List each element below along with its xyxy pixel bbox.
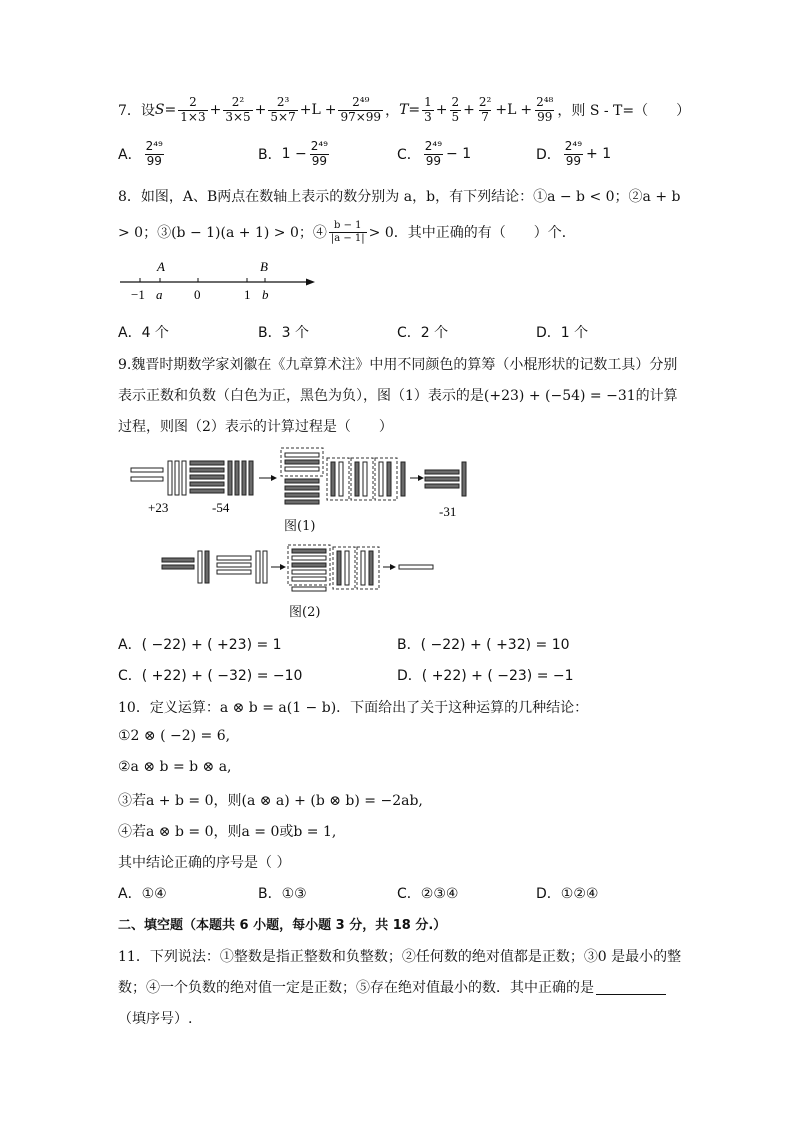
tick-label-1: 1 [244,287,251,302]
dashed-box-pair-1 [333,547,355,589]
q7-option-d[interactable] [536,140,611,169]
plus-sign: + [520,102,533,119]
q11-line-3: （填序号）. [118,1011,193,1027]
q9-line-3: 过程，则图（2）表示的计算过程是（ ） [118,419,393,435]
figure-1-caption: 图(1) [284,519,316,534]
rods-minus-31 [425,462,466,496]
rods-middle-stack [285,453,319,504]
q8-line-2-tail: > 0．其中正确的有（ ）个． [368,225,576,241]
q7-stem [118,96,690,125]
rods-plus-23 [131,461,186,495]
q8-option-a[interactable]: A．4 个 [118,325,169,341]
q9-option-b[interactable]: B．( −22) + ( +32) = 10 [397,637,570,653]
point-a-label: A [157,259,165,274]
number-line-figure [110,254,330,306]
q10-item-1: ①2 ⊗ ( −2) = 6, [118,728,231,744]
q10-option-d[interactable]: D．①②④ [536,886,599,902]
q8-line-2 [118,220,576,244]
q9-option-c[interactable]: C．( +22) + ( −32) = −10 [118,668,303,684]
counting-rods-figure-2 [156,540,446,598]
option-fraction: $\frac{\text{2⁴⁹}}{99}$ [564,139,583,168]
q9-line-1: 9.魏晋时期数学家刘徽在《九章算术注》中用不同颜色的算筹（小棍形状的记数工具）分别 [118,357,678,373]
option-suffix: − 1 [446,146,472,163]
rod-result [399,565,433,569]
q10-item-4: ④若a ⊗ b = 0，则a = 0或b = 1, [118,824,337,840]
q11-line-1: 11．下列说法：①整数是指正整数和负整数；②任何数的绝对值都是正数；③0 是最小的整 [118,949,682,965]
option-fraction: $\frac{\text{2⁴⁹}}{99}$ [424,139,443,168]
ellipsis: L [311,102,321,119]
tick-label-minus-1: −1 [131,287,145,302]
plus-sign: + [299,102,312,119]
q7-s-term-1: $\frac{2}{1\times 3}$ [180,95,206,124]
option-label: B． [258,147,282,164]
option-label: C． [397,147,421,164]
dashed-box-pair-1 [327,458,349,500]
q7-option-b[interactable] [258,140,332,169]
q7-tail: ，则 S - T=（ ） [557,103,691,120]
q8-option-d[interactable]: D．1 个 [536,325,589,341]
q7-s-term-4: $\frac{\text{2⁴⁹}}{97\times 99}$ [340,95,382,124]
q8-option-c[interactable]: C．2 个 [397,325,449,341]
q7-s-term-3: $\frac{\text{2³}}{5\times 7}$ [270,95,296,124]
dashed-box-pair-2 [357,547,379,589]
option-prefix: 1 − [281,146,307,163]
q10-line-1: 10．定义运算：a ⊗ b = a(1 − b)．下面给出了关于这种运算的几种结论： [118,700,589,716]
q10-option-c[interactable]: C．②③④ [397,886,459,902]
q8-fraction: $\frac{b - 1}{|a - 1|}$ [330,220,365,244]
plus-sign: + [209,102,222,119]
ellipsis: L [507,102,517,119]
label-minus-31: -31 [439,504,457,519]
q7-number: 7．设 [118,103,155,120]
q7-option-c[interactable] [397,140,471,169]
q7-t-term-2: $\frac{2}{5}$ [451,95,460,124]
q10-question: 其中结论正确的序号是（ ） [118,855,291,871]
q8-line-2-text: > 0；③(b − 1)(a + 1) > 0；④ [118,225,327,241]
option-fraction: $\frac{\text{2⁴⁹}}{99}$ [145,139,163,168]
dashed-box-pair-3 [375,458,397,500]
q9-option-a[interactable]: A．( −22) + ( +23) = 1 [118,637,282,653]
q7-t-term-3: $\frac{\text{2²}}{7}$ [478,95,492,124]
plus-sign: + [254,102,267,119]
tick-label-a: a [156,287,163,302]
q11-line-2 [118,977,666,997]
q10-item-3: ③若a + b = 0，则(a ⊗ a) + (b ⊗ b) = −2ab, [118,793,423,809]
q11-line-2-text: 数；④一个负数的绝对值一定是正数；⑤存在绝对值最小的数．其中正确的是 [118,980,594,996]
q7-s-term-2: $\frac{\text{2²}}{3\times 5}$ [225,95,251,124]
plus-sign: + [435,102,448,119]
q10-option-b[interactable]: B．①③ [258,886,307,902]
arrow-right-icon [390,564,396,570]
plus-sign: + [463,102,475,119]
figure-2-caption: 图(2) [289,605,321,620]
arrow-right-icon [280,564,286,570]
q7-t-term-4: $\frac{\text{2⁴⁸}}{99}$ [536,95,554,124]
option-label: D． [536,147,561,164]
label-minus-54: -54 [212,500,230,515]
option-suffix: + 1 [586,146,612,163]
q7-option-a[interactable] [118,140,167,169]
q7-t-term-1: $\frac{1}{3}$ [424,95,432,124]
option-fraction: $\frac{\text{2⁴⁹}}{99}$ [310,139,328,168]
q7-t-label: T= [399,102,421,119]
q9-option-d[interactable]: D．( +22) + ( −23) = −1 [397,668,574,684]
option-label: A． [118,147,142,164]
q10-item-2: ②a ⊗ b = b ⊗ a, [118,759,232,775]
rods-minus-54 [190,461,253,495]
arrow-right-icon [271,475,277,481]
label-plus-23: +23 [148,500,169,515]
dashed-box-pair-2 [351,458,373,500]
arrow-head-icon [306,279,315,286]
rods-vertical-pairs [331,462,405,496]
plus-sign: + [495,102,508,119]
comma: ， [385,103,400,120]
plus-sign: + [324,102,337,119]
tick-label-b: b [262,287,269,302]
q7-s-label: S= [154,102,177,119]
q8-line-1: 8．如图，A、B两点在数轴上表示的数分别为 a，b，有下列结论：①a − b < 0；②a + b [118,189,681,205]
q10-option-a[interactable]: A．①④ [118,886,167,902]
tick-label-0: 0 [194,287,201,302]
arrow-right-icon [418,475,424,481]
q9-line-2: 表示正数和负数（白色为正，黑色为负），图（1）表示的是(+23) + (−54) = −31的计算 [118,388,678,404]
rods-left-group [162,551,267,583]
answer-blank[interactable] [596,980,666,995]
section-heading: 二、填空题（本题共 6 小题，每小题 3 分，共 18 分.） [118,918,447,933]
point-b-label: B [260,259,268,274]
q8-option-b[interactable]: B．3 个 [258,325,309,341]
